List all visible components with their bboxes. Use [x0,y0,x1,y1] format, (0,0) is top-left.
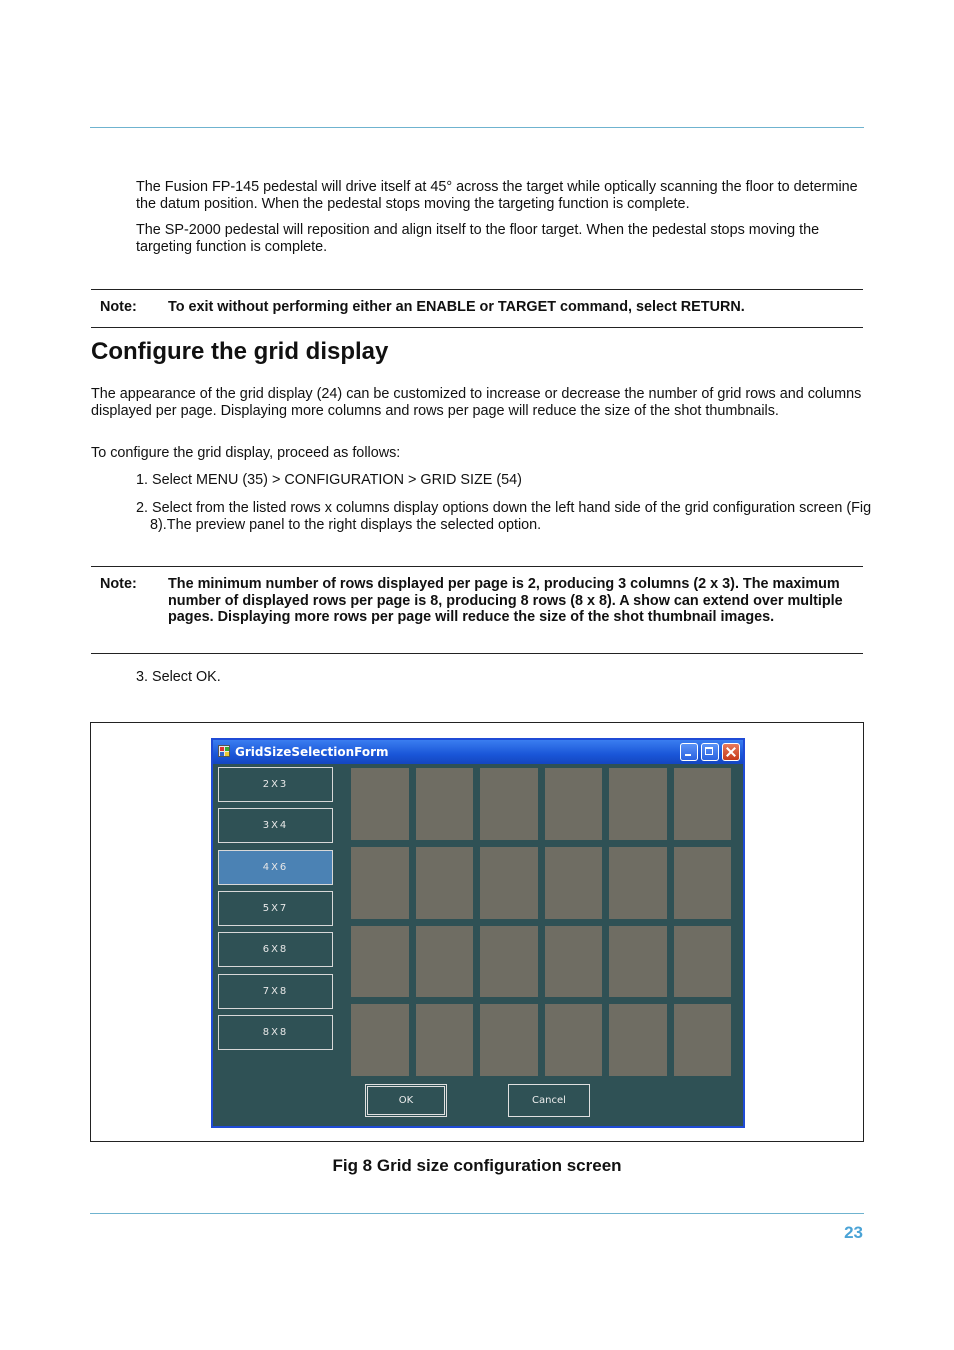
preview-cell [674,847,732,919]
paragraph-intro: The appearance of the grid display (24) can be customized to increase or decrease the number of grid rows and columns displayed per page. Displaying more columns and rows per page will reduce the size of the shot thumbnails. [91,386,862,419]
note-text: The minimum number of rows displayed per page is 2, producing 3 columns (2 x 3). The maximum number of displayed rows per page is 8, producing 8 rows (8 x 8). A show can extend over multiple pages. Displaying more rows per page will reduce the size of the shot thumbnail images. [168,576,843,625]
grid-option-8x8[interactable]: 8X8 [218,1015,333,1050]
paragraph-lead: To configure the grid display, proceed as follows: [91,445,401,461]
page-number: 23 [844,1223,863,1242]
preview-cell [480,847,538,919]
note-label: Note: [100,299,137,315]
note-exit [91,289,863,328]
title-bar[interactable] [213,740,743,764]
preview-cell [674,926,732,998]
grid-size-dialog [211,738,745,1128]
minimize-icon[interactable] [680,743,698,761]
preview-cell [480,926,538,998]
step-2: 2. Select from the listed rows x columns display options down the left hand side of the grid configuration screen (Fig 8).The preview panel to the right displays the selected option. [136,500,872,533]
paragraph-fusion: The Fusion FP-145 pedestal will drive itself at 45° across the target while optically scanning the floor to determine the datum position. When the pedestal stops moving the targeting function is complete. [136,179,858,212]
preview-cell [609,847,667,919]
preview-cell [674,768,732,840]
preview-cell [545,768,603,840]
window-title: GridSizeSelectionForm [235,745,389,759]
preview-cell [674,1004,732,1076]
grid-option-4x6[interactable]: 4X6 [218,850,333,885]
preview-cell [609,768,667,840]
ok-button[interactable]: OK [365,1084,447,1117]
preview-cell [351,768,409,840]
note-text: To exit without performing either an ENABLE or TARGET command, select RETURN. [168,299,745,315]
header-rule [90,127,864,128]
preview-cell [416,1004,474,1076]
preview-cell [480,768,538,840]
note-label: Note: [100,576,137,592]
figure-caption: Fig 8 Grid size configuration screen [332,1156,622,1175]
preview-cell [545,926,603,998]
preview-cell [480,1004,538,1076]
close-icon[interactable] [722,743,740,761]
grid-option-7x8[interactable]: 7X8 [218,974,333,1009]
preview-cell [609,1004,667,1076]
footer-rule [90,1213,864,1214]
preview-cell [416,847,474,919]
cancel-button[interactable]: Cancel [508,1084,590,1117]
step-1: 1. Select MENU (35) > CONFIGURATION > GRID SIZE (54) [136,472,522,488]
grid-option-3x4[interactable]: 3X4 [218,808,333,843]
paragraph-sp2000: The SP-2000 pedestal will reposition and align itself to the floor target. When the pedestal stops moving the targeting function is complete. [136,222,820,255]
maximize-icon[interactable] [701,743,719,761]
preview-cell [351,847,409,919]
preview-cell [609,926,667,998]
preview-cell [416,926,474,998]
grid-option-5x7[interactable]: 5X7 [218,891,333,926]
grid-option-2x3[interactable]: 2X3 [218,767,333,802]
preview-cell [545,847,603,919]
app-icon [218,745,230,757]
preview-cell [351,1004,409,1076]
section-heading: Configure the grid display [91,338,389,365]
preview-cell [416,768,474,840]
note-grid [91,566,863,654]
step-3: 3. Select OK. [136,669,221,685]
preview-cell [351,926,409,998]
grid-option-6x8[interactable]: 6X8 [218,932,333,967]
preview-cell [545,1004,603,1076]
